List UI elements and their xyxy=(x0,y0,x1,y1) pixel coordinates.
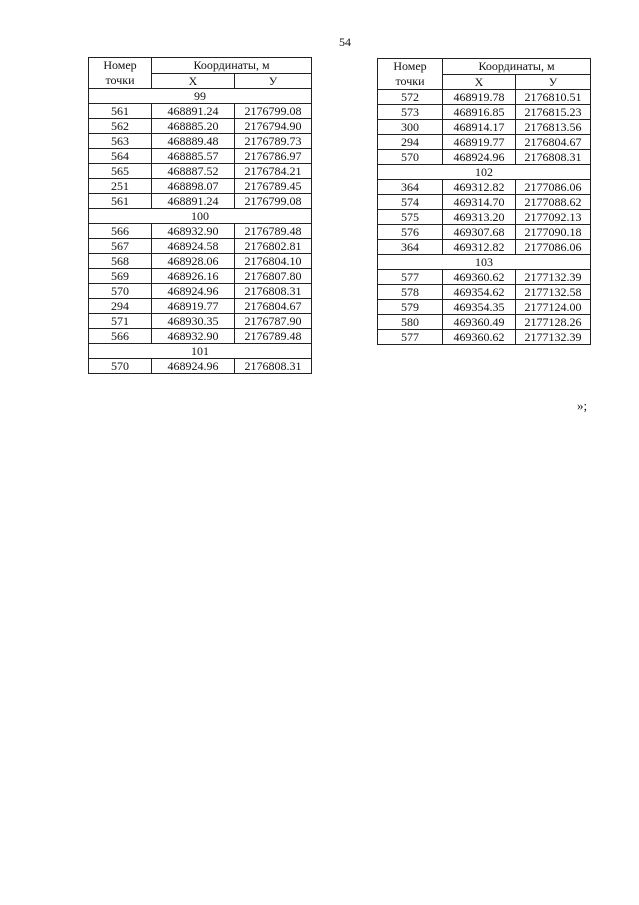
x-coordinate-cell: 469314.70 xyxy=(443,195,516,210)
point-number-cell: 364 xyxy=(378,240,443,255)
y-coordinate-cell: 2176789.45 xyxy=(235,179,312,194)
coordinates-table-left xyxy=(88,57,312,374)
y-coordinate-cell: 2177086.06 xyxy=(516,240,591,255)
y-coordinate-cell: 2176808.31 xyxy=(235,359,312,374)
y-coordinate-cell: 2177124.00 xyxy=(516,300,591,315)
x-coordinate-cell: 468887.52 xyxy=(152,164,235,179)
point-number-cell: 364 xyxy=(378,180,443,195)
y-coordinate-cell: 2177090.18 xyxy=(516,225,591,240)
point-number-cell: 577 xyxy=(378,270,443,285)
y-coordinate-cell: 2176813.56 xyxy=(516,120,591,135)
y-coordinate-cell: 2176804.10 xyxy=(235,254,312,269)
point-number-cell: 570 xyxy=(89,359,152,374)
point-number-cell: 251 xyxy=(89,179,152,194)
y-coordinate-cell: 2176804.67 xyxy=(516,135,591,150)
y-coordinate-cell: 2176804.67 xyxy=(235,299,312,314)
section-row xyxy=(89,209,312,224)
x-coordinate-cell: 468924.96 xyxy=(152,284,235,299)
section-row xyxy=(378,255,591,270)
x-coordinate-cell: 468928.06 xyxy=(152,254,235,269)
table-row xyxy=(378,270,591,285)
table-row xyxy=(378,225,591,240)
table-row xyxy=(89,119,312,134)
point-number-cell: 566 xyxy=(89,329,152,344)
section-number: 101 xyxy=(89,344,312,359)
table-row xyxy=(89,224,312,239)
table-row xyxy=(378,180,591,195)
section-number: 99 xyxy=(89,89,312,104)
table-row xyxy=(89,149,312,164)
table-row xyxy=(378,300,591,315)
x-coordinate-cell: 468914.17 xyxy=(443,120,516,135)
y-coordinate-cell: 2176810.51 xyxy=(516,90,591,105)
x-coordinate-cell: 469360.62 xyxy=(443,330,516,345)
table-row xyxy=(378,195,591,210)
section-number: 103 xyxy=(378,255,591,270)
point-number-cell: 569 xyxy=(89,269,152,284)
header-number-line1: Номер xyxy=(393,59,427,73)
x-coordinate-cell: 469312.82 xyxy=(443,180,516,195)
point-number-cell: 578 xyxy=(378,285,443,300)
table-row xyxy=(89,359,312,374)
y-coordinate-cell: 2177132.39 xyxy=(516,270,591,285)
point-number-cell: 300 xyxy=(378,120,443,135)
table-row xyxy=(89,314,312,329)
x-coordinate-cell: 468924.58 xyxy=(152,239,235,254)
x-coordinate-cell: 468919.77 xyxy=(443,135,516,150)
y-coordinate-cell: 2177086.06 xyxy=(516,180,591,195)
header-coordinates: Координаты, м xyxy=(443,59,591,75)
x-coordinate-cell: 468924.96 xyxy=(443,150,516,165)
y-coordinate-cell: 2176808.31 xyxy=(235,284,312,299)
table-row xyxy=(89,269,312,284)
x-coordinate-cell: 468919.78 xyxy=(443,90,516,105)
x-coordinate-cell: 469307.68 xyxy=(443,225,516,240)
point-number-cell: 576 xyxy=(378,225,443,240)
point-number-cell: 571 xyxy=(89,314,152,329)
y-coordinate-cell: 2176789.73 xyxy=(235,134,312,149)
x-coordinate-cell: 468916.85 xyxy=(443,105,516,120)
table-row xyxy=(89,254,312,269)
point-number-cell: 561 xyxy=(89,104,152,119)
table-row xyxy=(378,135,591,150)
table-row xyxy=(89,104,312,119)
table-row xyxy=(378,120,591,135)
x-coordinate-cell: 468924.96 xyxy=(152,359,235,374)
y-coordinate-cell: 2176786.97 xyxy=(235,149,312,164)
table-row xyxy=(89,164,312,179)
y-coordinate-cell: 2177088.62 xyxy=(516,195,591,210)
section-number: 100 xyxy=(89,209,312,224)
header-number-line2: точки xyxy=(395,74,425,88)
y-coordinate-cell: 2176789.48 xyxy=(235,329,312,344)
point-number-cell: 579 xyxy=(378,300,443,315)
point-number-cell: 561 xyxy=(89,194,152,209)
point-number-cell: 294 xyxy=(378,135,443,150)
table-row xyxy=(378,315,591,330)
coordinates-table-right xyxy=(377,58,591,345)
point-number-cell: 564 xyxy=(89,149,152,164)
x-coordinate-cell: 469354.35 xyxy=(443,300,516,315)
point-number-cell: 565 xyxy=(89,164,152,179)
x-coordinate-cell: 468885.57 xyxy=(152,149,235,164)
y-coordinate-cell: 2177132.39 xyxy=(516,330,591,345)
header-point-number xyxy=(89,58,152,89)
point-number-cell: 570 xyxy=(378,150,443,165)
x-coordinate-cell: 468932.90 xyxy=(152,329,235,344)
y-coordinate-cell: 2176799.08 xyxy=(235,104,312,119)
point-number-cell: 573 xyxy=(378,105,443,120)
table-row xyxy=(378,210,591,225)
x-coordinate-cell: 469312.82 xyxy=(443,240,516,255)
point-number-cell: 294 xyxy=(89,299,152,314)
point-number-cell: 577 xyxy=(378,330,443,345)
y-coordinate-cell: 2177128.26 xyxy=(516,315,591,330)
table-row xyxy=(378,150,591,165)
x-coordinate-cell: 469354.62 xyxy=(443,285,516,300)
header-number-line2: точки xyxy=(105,73,135,87)
y-coordinate-cell: 2176799.08 xyxy=(235,194,312,209)
table-row xyxy=(89,194,312,209)
header-x: X xyxy=(152,73,235,89)
section-number: 102 xyxy=(378,165,591,180)
x-coordinate-cell: 469360.49 xyxy=(443,315,516,330)
point-number-cell: 570 xyxy=(89,284,152,299)
x-coordinate-cell: 468926.16 xyxy=(152,269,235,284)
point-number-cell: 567 xyxy=(89,239,152,254)
x-coordinate-cell: 468885.20 xyxy=(152,119,235,134)
table-row xyxy=(89,134,312,149)
page-number: 54 xyxy=(339,35,351,49)
y-coordinate-cell: 2176808.31 xyxy=(516,150,591,165)
section-row xyxy=(89,344,312,359)
x-coordinate-cell: 468891.24 xyxy=(152,194,235,209)
point-number-cell: 563 xyxy=(89,134,152,149)
y-coordinate-cell: 2176794.90 xyxy=(235,119,312,134)
header-y: У xyxy=(516,74,591,90)
table-row xyxy=(378,330,591,345)
header-x: X xyxy=(443,74,516,90)
x-coordinate-cell: 468889.48 xyxy=(152,134,235,149)
section-row xyxy=(378,165,591,180)
y-coordinate-cell: 2176784.21 xyxy=(235,164,312,179)
x-coordinate-cell: 469313.20 xyxy=(443,210,516,225)
table-row xyxy=(378,105,591,120)
table-row xyxy=(89,329,312,344)
header-point-number xyxy=(378,59,443,90)
point-number-cell: 566 xyxy=(89,224,152,239)
y-coordinate-cell: 2177092.13 xyxy=(516,210,591,225)
y-coordinate-cell: 2177132.58 xyxy=(516,285,591,300)
point-number-cell: 572 xyxy=(378,90,443,105)
point-number-cell: 562 xyxy=(89,119,152,134)
point-number-cell: 580 xyxy=(378,315,443,330)
header-number-line1: Номер xyxy=(103,58,137,72)
section-row xyxy=(89,89,312,104)
header-coordinates: Координаты, м xyxy=(152,58,312,74)
closing-quote-mark: »; xyxy=(577,398,588,413)
table-row xyxy=(89,179,312,194)
y-coordinate-cell: 2176787.90 xyxy=(235,314,312,329)
point-number-cell: 568 xyxy=(89,254,152,269)
table-row xyxy=(89,284,312,299)
y-coordinate-cell: 2176815.23 xyxy=(516,105,591,120)
point-number-cell: 575 xyxy=(378,210,443,225)
table-row xyxy=(378,240,591,255)
table-row xyxy=(89,299,312,314)
y-coordinate-cell: 2176789.48 xyxy=(235,224,312,239)
x-coordinate-cell: 468919.77 xyxy=(152,299,235,314)
table-row xyxy=(378,90,591,105)
table-row xyxy=(89,239,312,254)
point-number-cell: 574 xyxy=(378,195,443,210)
x-coordinate-cell: 468930.35 xyxy=(152,314,235,329)
y-coordinate-cell: 2176807.80 xyxy=(235,269,312,284)
x-coordinate-cell: 468898.07 xyxy=(152,179,235,194)
table-row xyxy=(378,285,591,300)
y-coordinate-cell: 2176802.81 xyxy=(235,239,312,254)
x-coordinate-cell: 468932.90 xyxy=(152,224,235,239)
x-coordinate-cell: 468891.24 xyxy=(152,104,235,119)
header-y: У xyxy=(235,73,312,89)
x-coordinate-cell: 469360.62 xyxy=(443,270,516,285)
